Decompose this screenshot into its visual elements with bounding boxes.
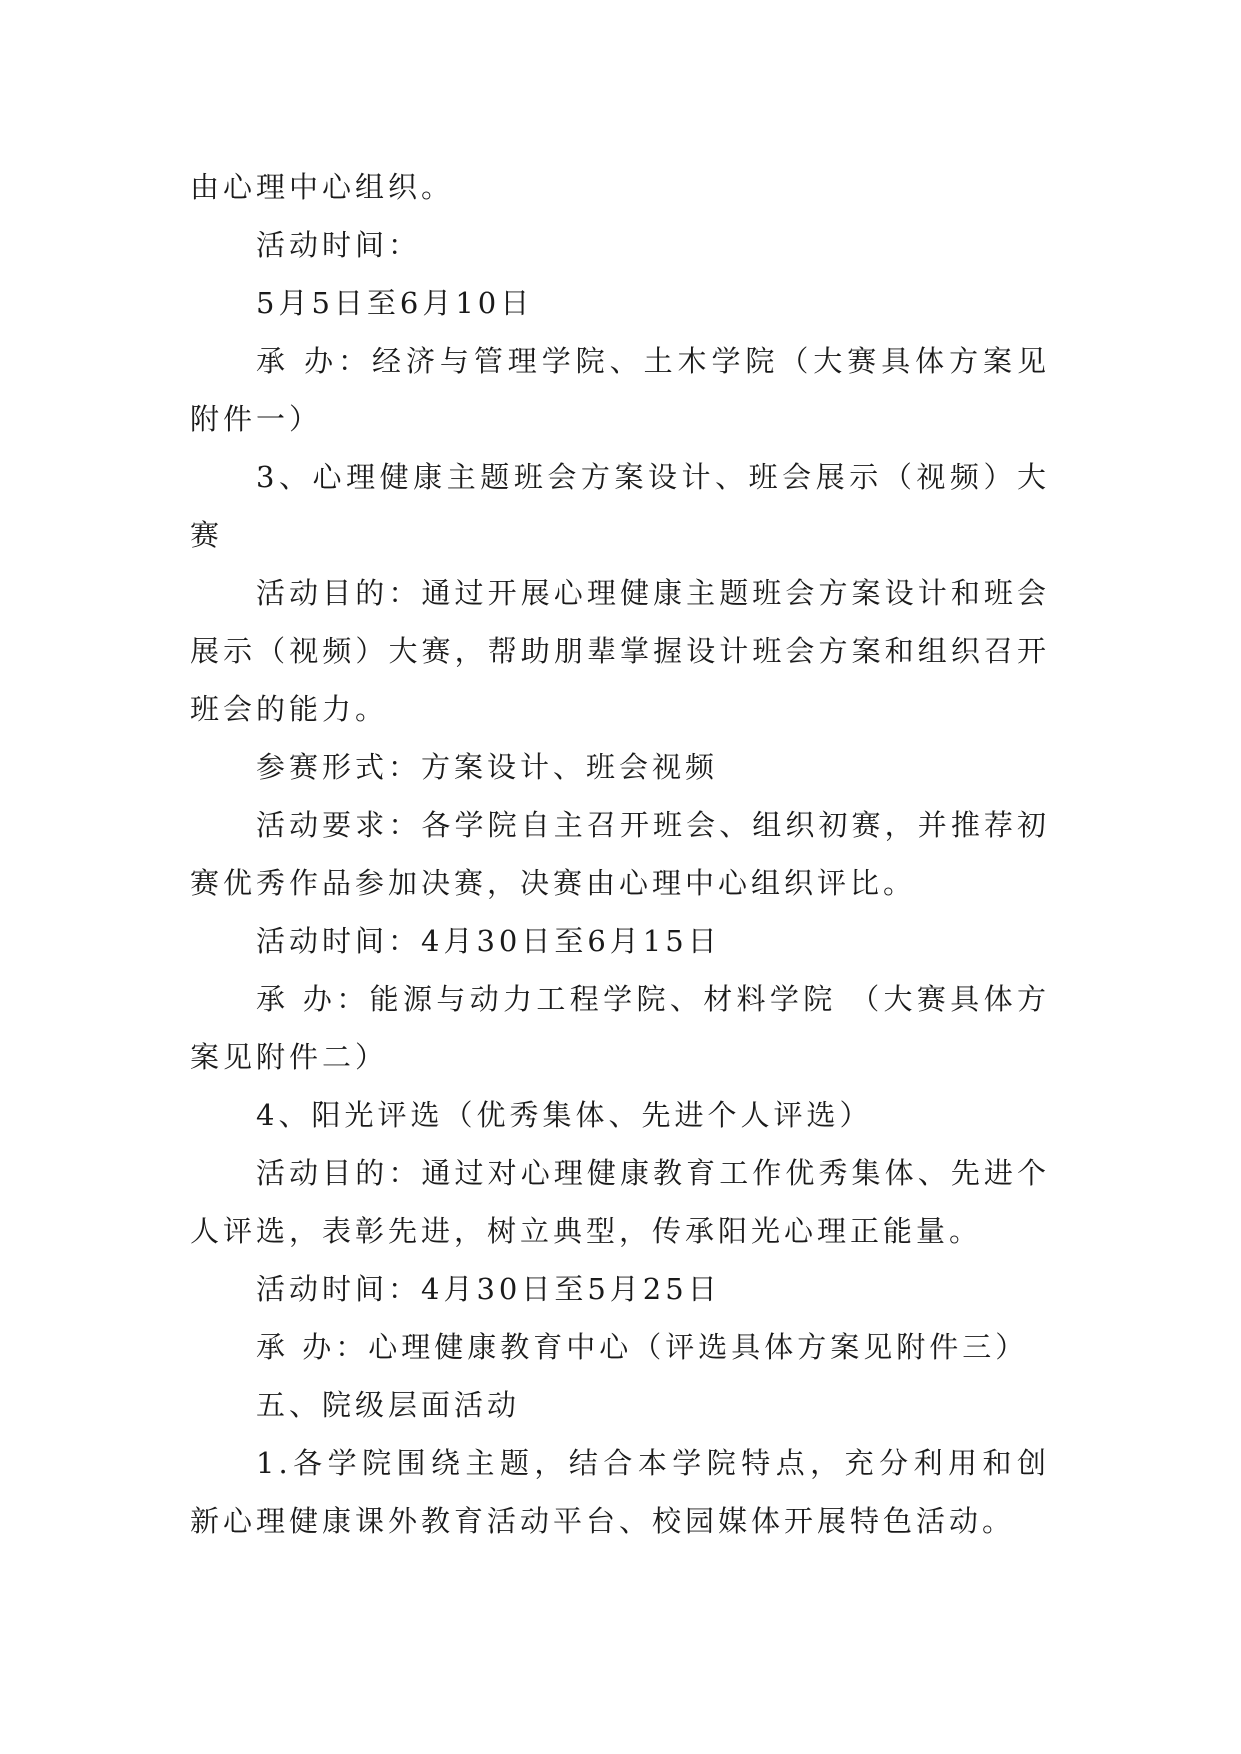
paragraph-12: 活动目的：通过对心理健康教育工作优秀集体、先进个人评选，表彰先进，树立典型，传承阳光心理正能量。 xyxy=(190,1156,1050,1248)
paragraph-4: 承 办：经济与管理学院、土木学院（大赛具体方案见附件一） xyxy=(190,344,1050,436)
paragraph-8: 活动要求：各学院自主召开班会、组织初赛，并推荐初赛优秀作品参加决赛，决赛由心理中心组织评比。 xyxy=(190,808,1050,900)
paragraph-3: 5月5日至6月10日 xyxy=(256,286,534,320)
paragraph-11: 4、阳光评选（优秀集体、先进个人评选） xyxy=(256,1098,873,1132)
paragraph-5: 3、心理健康主题班会方案设计、班会展示（视频）大赛 xyxy=(190,460,1050,552)
paragraph-14: 承 办：心理健康教育中心（评选具体方案见附件三） xyxy=(256,1330,1029,1364)
paragraph-10: 承 办：能源与动力工程学院、材料学院 （大赛具体方案见附件二） xyxy=(190,982,1050,1074)
paragraph-1: 由心理中心组织。 xyxy=(190,170,455,204)
paragraph-2: 活动时间： xyxy=(256,228,422,262)
paragraph-7: 参赛形式：方案设计、班会视频 xyxy=(256,750,719,784)
paragraph-15: 五、院级层面活动 xyxy=(256,1388,521,1422)
paragraph-6: 活动目的：通过开展心理健康主题班会方案设计和班会展示（视频）大赛，帮助朋辈掌握设计班会方案和组织召开班会的能力。 xyxy=(190,576,1050,726)
paragraph-13: 活动时间：4月30日至5月25日 xyxy=(256,1272,721,1306)
paragraph-16: 1.各学院围绕主题，结合本学院特点，充分利用和创新心理健康课外教育活动平台、校园媒体开展特色活动。 xyxy=(190,1446,1050,1538)
document-body xyxy=(190,158,1050,1550)
paragraph-9: 活动时间：4月30日至6月15日 xyxy=(256,924,721,958)
